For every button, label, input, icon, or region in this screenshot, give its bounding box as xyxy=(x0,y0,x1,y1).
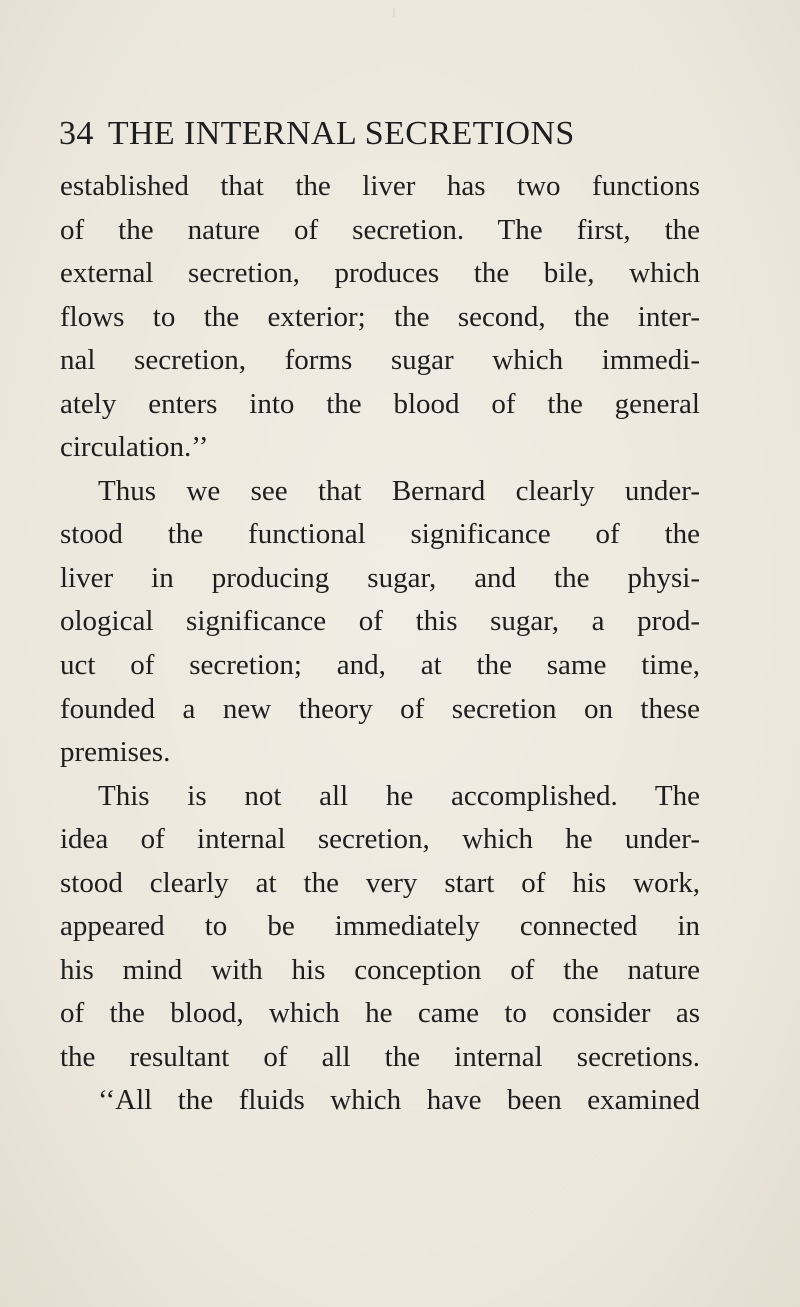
text-line: his mind with his conception of the nature xyxy=(60,953,700,986)
text-line: premises. xyxy=(60,736,171,769)
text-line: of the blood, which he came to consider as xyxy=(60,997,700,1030)
text-line: flows to the exterior; the second, the inter- xyxy=(60,300,700,333)
text-line: established that the liver has two functions xyxy=(60,170,700,202)
page-number: 34 xyxy=(59,115,94,152)
text-line: stood clearly at the very start of his work, xyxy=(60,866,700,899)
body-text xyxy=(60,165,700,1123)
paper-speck xyxy=(393,8,395,17)
text-line: ological significance of this sugar, a prod- xyxy=(60,605,700,638)
text-line: founded a new theory of secretion on these xyxy=(60,692,700,725)
text-line: nal secretion, forms sugar which immedi- xyxy=(60,344,700,377)
text-line: appeared to be immediately connected in xyxy=(60,910,700,943)
text-line: of the nature of secretion. The first, the xyxy=(60,213,700,246)
text-line: uct of secretion; and, at the same time, xyxy=(60,649,700,682)
text-line: Thus we see that Bernard clearly under- xyxy=(98,474,700,507)
running-title: THE INTERNAL SECRETIONS xyxy=(107,115,575,152)
text-line: ately enters into the blood of the general xyxy=(60,387,700,420)
text-line: the resultant of all the internal secretions. xyxy=(60,1040,700,1073)
text-line: stood the functional significance of the xyxy=(60,518,700,551)
text-line: circulation.’’ xyxy=(60,431,209,464)
text-line: ‘‘All the fluids which have been examined xyxy=(98,1084,700,1117)
text-line: This is not all he accomplished. The xyxy=(98,779,700,812)
running-header xyxy=(59,112,575,156)
text-line: external secretion, produces the bile, which xyxy=(60,257,700,290)
text-line: idea of internal secretion, which he under- xyxy=(60,823,700,856)
text-line: liver in producing sugar, and the physi- xyxy=(60,561,700,594)
